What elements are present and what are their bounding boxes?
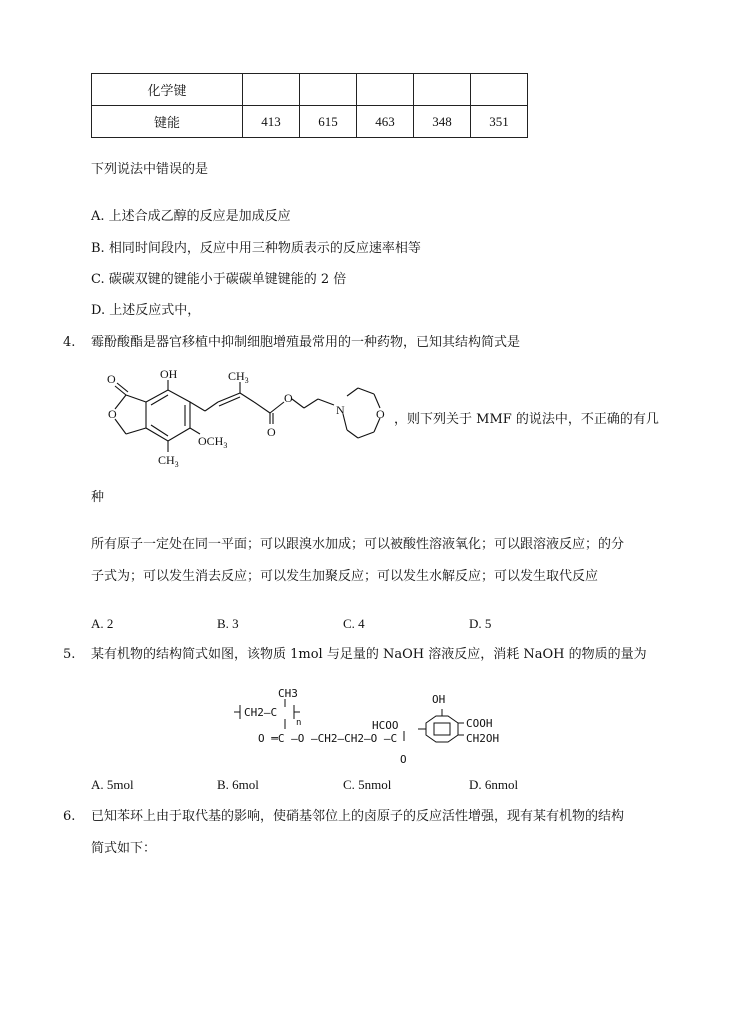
atom-ch3-top: $CH_3$: [228, 369, 249, 385]
q5-oh: OH: [432, 693, 446, 706]
q6-line2: 简式如下：: [91, 841, 157, 856]
q4-option-b: B. 3: [217, 616, 239, 631]
q5-cooh: COOH: [466, 717, 493, 730]
q4-option-a: A. 2: [91, 616, 114, 631]
atom-n: N: [336, 403, 345, 417]
q4-stem: 霉酚酸酯是器官移植中抑制细胞增殖最常用的一种药物，已知其结构简式是: [91, 335, 521, 350]
table-cell-value: 413: [243, 106, 300, 138]
q3-option-a: A. 上述合成乙醇的反应是加成反应: [91, 209, 291, 224]
q3-option-c: C. 碳碳双键的键能小于碳碳单键键能的 2 倍: [91, 272, 347, 287]
q5-option-d: D. 6nmol: [469, 777, 519, 792]
table-cell-empty: [243, 74, 300, 106]
q5-ch2oh: CH2OH: [466, 732, 500, 745]
q3-option-b: B. 相同时间段内，反应中用三种物质表示的反应速率相等: [91, 241, 421, 256]
q5-hcoo: HCOO: [372, 719, 399, 732]
q3-option-d: D. 上述反应式中，: [91, 303, 201, 318]
q4-option-d: D. 5: [469, 616, 492, 631]
q5-structure: [228, 685, 528, 771]
q4-number: 4.: [63, 335, 76, 350]
table-cell-empty: [300, 74, 357, 106]
bond-energy-table: [91, 73, 528, 138]
table-cell-value: 348: [414, 106, 471, 138]
q5-ch3: CH3: [278, 687, 298, 700]
table-cell-value: 615: [300, 106, 357, 138]
q5-chain: CH2—C: [244, 706, 278, 719]
q5-number: 5.: [63, 647, 76, 662]
table-header-energy: 键能: [92, 106, 243, 138]
atom-o-carbonyl: O: [107, 372, 116, 386]
q5-stem: 某有机物的结构简式如图，该物质 1mol 与足量的 NaOH 溶液反应，消耗 NaOH 的物质的量为: [91, 647, 647, 662]
q4-after-structure-cont: 种: [91, 490, 105, 505]
table-cell-value: 351: [471, 106, 528, 138]
table-row: [92, 106, 528, 138]
table-row: [92, 74, 528, 106]
atom-o-ring: O: [108, 407, 117, 421]
atom-o-morpholine: O: [376, 407, 385, 421]
table-cell-value: 463: [357, 106, 414, 138]
q4-statements-line2: 子式为；可以发生消去反应；可以发生加聚反应；可以发生水解反应；可以发生取代反应: [91, 569, 599, 584]
atom-och3: $OCH_3$: [198, 434, 228, 450]
q4-after-structure: ，则下列关于 MMF 的说法中，不正确的有几: [394, 412, 659, 427]
atom-ch3-bottom: $CH_3$: [158, 453, 179, 469]
q5-option-c: C. 5nmol: [343, 777, 392, 792]
q4-statements-line1: 所有原子一定处在同一平面；可以跟溴水加成；可以被酸性溶液氧化；可以跟溶液反应；的分: [91, 537, 625, 552]
q6-line1: 已知苯环上由于取代基的影响，使硝基邻位上的卤原子的反应活性增强，现有某有机物的结构: [91, 809, 625, 824]
atom-oh: OH: [160, 367, 178, 381]
q3-prompt: 下列说法中错误的是: [91, 162, 209, 177]
atom-o-ester: O: [284, 391, 293, 405]
q5-option-a: A. 5mol: [91, 777, 134, 792]
q5-o-bottom: O: [400, 753, 407, 766]
table-cell-empty: [414, 74, 471, 106]
mmf-structure: [88, 366, 398, 470]
q5-carbonyl-row: O ═C —O —CH2—CH2—O —C: [258, 732, 398, 745]
table-cell-empty: [357, 74, 414, 106]
atom-o-ester-double: O: [267, 425, 276, 439]
table-cell-empty: [471, 74, 528, 106]
q5-n: n: [296, 718, 302, 728]
q4-option-c: C. 4: [343, 616, 365, 631]
q5-option-b: B. 6mol: [217, 777, 259, 792]
q6-number: 6.: [63, 809, 76, 824]
table-header-bond: 化学键: [92, 74, 243, 106]
